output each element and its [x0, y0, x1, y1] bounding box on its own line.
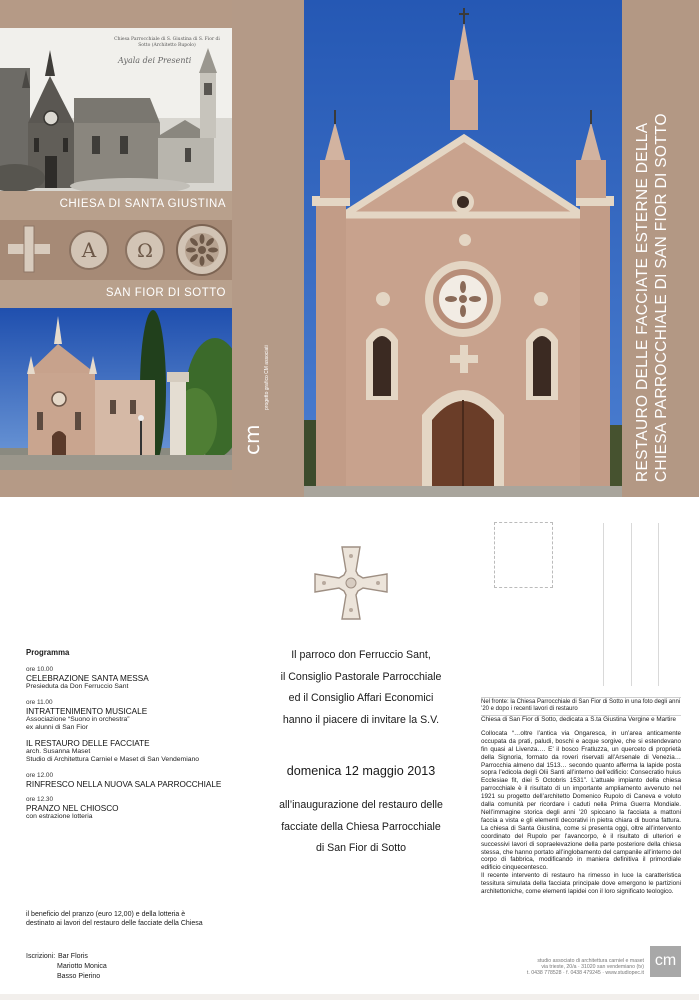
restored-church-drawing	[0, 308, 232, 470]
programme	[26, 648, 256, 827]
benefit-note	[26, 910, 261, 928]
historic-photo-handwriting: Ayala dei Presenti	[118, 56, 192, 65]
programme-name: INTRATTENIMENTO MUSICALE	[26, 706, 148, 716]
programme-time: ore 12.30	[26, 795, 54, 803]
invitation-line: ed il Consiglio Affari Economici	[288, 692, 434, 704]
restored-church-photo	[0, 308, 232, 470]
programme-item	[26, 771, 256, 789]
programme-name: CELEBRAZIONE SANTA MESSA	[26, 674, 149, 683]
address-line	[603, 523, 604, 686]
invitation-line: Il parroco don Ferruccio Sant,	[291, 649, 431, 661]
programme-name: RINFRESCO NELLA NUOVA SALA PARROCCHIALE	[26, 779, 222, 789]
alpha-letter: A	[81, 238, 97, 262]
iscrizioni-label: Iscrizioni:	[26, 953, 56, 960]
spine-logo: cm	[240, 424, 264, 455]
programme-detail: con estrazione lotteria	[26, 812, 93, 820]
bottom-strip	[0, 994, 699, 1000]
invitation-line: facciate della Chiesa Parrocchiale	[281, 820, 441, 833]
vertical-title-line-1: RESTAURO DELLE FACCIATE ESTERNE DELLA	[634, 122, 651, 482]
facade-drawing	[304, 0, 622, 497]
invitation-text	[256, 645, 466, 731]
benefit-line: destinato ai lavori del restauro delle facciate della Chiesa	[26, 920, 203, 927]
church-title: CHIESA DI SANTA GIUSTINA	[59, 198, 226, 210]
spine-credit: progetto grafico CM associati	[264, 345, 270, 410]
invitation-date: domenica 12 maggio 2013	[286, 764, 436, 778]
symbols-strip	[0, 220, 232, 280]
programme-name: IL RESTAURO DELLE FACCIATE	[26, 738, 150, 748]
programme-name: PRANZO NEL CHIOSCO	[26, 803, 119, 813]
programme-item	[26, 739, 256, 765]
invitation-text-2	[256, 795, 466, 860]
cover-spread	[0, 0, 699, 497]
town-title: SAN FIOR DI SOTTO	[105, 287, 226, 299]
stamp-box	[494, 522, 553, 588]
alpha-medallion-icon	[70, 231, 108, 269]
programme-detail: Studio di Architettura Carniel e Maset di San Vendemiano	[26, 756, 200, 763]
iscrizioni	[26, 952, 226, 982]
studio-credits	[480, 958, 644, 977]
address-line	[631, 523, 632, 686]
invitation-line: di San Fior di Sotto	[315, 842, 407, 854]
article-title: Chiesa di San Fior di Sotto, dedicata a S.ta Giustina Vergine e Martire	[481, 716, 676, 723]
benefit-line: il beneficio del pranzo (euro 12,00) e della lotteria è	[26, 911, 186, 918]
studio-contacts: t. 0438 778528 · f. 0438 479245 · www.studiopec.it	[526, 970, 644, 977]
iscrizioni-name: Basso Pierino	[57, 973, 101, 980]
facade-photo	[304, 0, 622, 497]
studio-name: studio associato di architettura carniel e maset	[537, 958, 644, 964]
cover-left-panel	[0, 28, 232, 497]
studio-address: via trieste, 20/a · 31020 san vendemiano (tv)	[541, 964, 644, 971]
invitation-line: all’inaugurazione del restauro delle	[279, 799, 443, 811]
programme-time: ore 11.00	[26, 698, 53, 706]
programme-detail: arch. Susanna Maset	[26, 747, 91, 755]
historic-church-photo	[0, 28, 232, 191]
church-article	[481, 716, 681, 896]
programme-detail: ex alunni di San Fior	[26, 724, 88, 731]
historic-church-drawing	[0, 28, 232, 191]
cross-emblem-icon	[312, 544, 390, 622]
programme-time: ore 10.00	[26, 666, 54, 673]
omega-letter: Ω	[137, 240, 153, 262]
cover-vertical-title	[633, 12, 671, 482]
article-paragraph: Collocata “…oltre l’antica via Ongaresca, in un’area anticamente occupata da prati, paludi, boschi e acque sorgive, che si estendevano fin quasi al Livenza…. E’ il bosco Fratluzza, un querceto di proprietà della Signoria, formato da roveri riservati all’Arsenale di Venezia… Parrocchia almeno dal 1513… secondo quanto afferma la lapide posta sopra l’edicola degli Olii Santi all’interno dell’edificio: Consecratio huius Ecclesiae fit, diei 5 Octobris 1531”. L’attuale impianto della chiesa parrocchiale è il risultato di un importante ampliamento avvenuto nel 1921 su progetto dell’architetto Domenico Rupolo di Caneva e voluto dalla comunità per ricordare i caduti nella Prima Guerra Mondiale. Nell’immagine storica degli anni ’20 spiccano la facciata a mattoni faccia a vista e gli elementi decorativi in pietra chiara di buona fattura. La chiesa di Santa Giustina, come si presenta oggi, oltre all’intervento coordinato del Rupolo per l’avancorpo, è il risultato di ulteriori e successivi lavori di sopraelevazione della parte posteriore della chiesa stessa, che hanno portato all’inglobamento del campanile all’interno del corpo di fabbrica, modificando in maniera definitiva il primordiale edificio cinquecentesco.	[481, 729, 681, 872]
invitation-line: il Consiglio Pastorale Parrocchiale	[280, 670, 442, 683]
programme-item	[26, 698, 256, 733]
article-paragraph: Il recente intervento di restauro ha rimesso in luce la caratteristica tessitura simulata della facciata principale dove emergono le partizioni architettoniche, come elementi lapidei con il loro significato teologico.	[481, 872, 681, 896]
cover-spine	[232, 0, 304, 497]
programme-item	[26, 665, 256, 692]
iscrizioni-name: Bar Floris	[57, 953, 88, 960]
studio-logo: cm	[650, 946, 681, 977]
programme-detail: Associazione “Suono in orchestra”	[26, 715, 130, 723]
historic-photo-caption: Chiesa Parrocchiale di S. Giustina di S. Fior di Sotto (Architetto Rupolo)	[114, 37, 220, 48]
programme-heading: Programma	[26, 648, 70, 657]
programme-item	[26, 795, 256, 822]
symbols-row	[0, 220, 232, 280]
programme-time: ore 12.00	[26, 771, 54, 779]
rosette-icon	[177, 225, 227, 275]
front-note: Nel fronte: la Chiesa Parrocchiale di San Fior di Sotto in una foto degli anni ’20 e dopo i recenti lavori di restauro	[481, 697, 681, 716]
address-line	[658, 523, 659, 686]
vertical-title-line-2: CHIESA PARROCCHIALE DI SAN FIOR DI SOTTO	[653, 113, 670, 482]
programme-detail: Presieduta da Don Ferruccio Sant	[26, 683, 129, 690]
invitation-line: hanno il piacere di invitare la S.V.	[282, 713, 440, 726]
iscrizioni-name: Mariotto Monica	[57, 963, 107, 970]
omega-medallion-icon	[126, 231, 164, 269]
